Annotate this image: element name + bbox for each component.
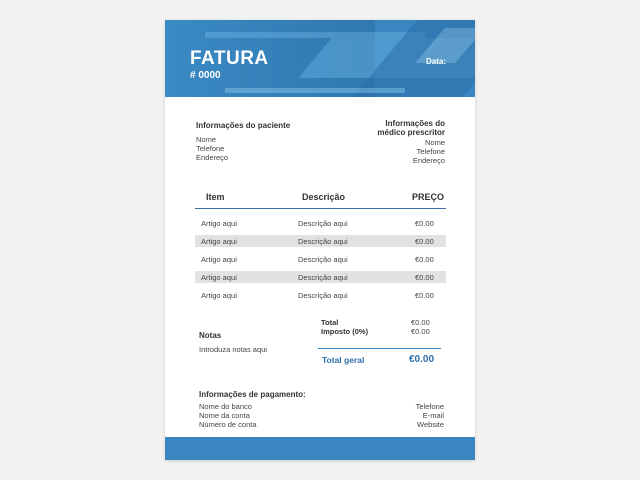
- table-row: [195, 289, 446, 301]
- patient-name: Nome: [196, 135, 217, 144]
- doctor-name: Nome: [424, 138, 445, 147]
- row-price: €0.00: [415, 237, 434, 246]
- patient-address: Endereço: [196, 153, 229, 162]
- table-row: [195, 217, 446, 229]
- grand-total-value: €0.00: [409, 354, 435, 365]
- column-header-description: Descrição: [302, 192, 346, 202]
- doctor-address: Endereço: [412, 156, 445, 165]
- table-header-divider: [195, 208, 446, 209]
- total-label: Total: [321, 318, 339, 327]
- row-item: Artigo aqui: [201, 219, 237, 228]
- tax-value: €0.00: [411, 327, 430, 336]
- date-label: Data:: [426, 57, 447, 66]
- payment-account-name: Nome da conta: [199, 411, 250, 420]
- payment-account-number: Número de conta: [199, 420, 257, 429]
- row-item: Artigo aqui: [201, 237, 237, 246]
- payment-bank: Nome do banco: [199, 402, 252, 411]
- row-item: Artigo aqui: [201, 273, 237, 282]
- notes-heading: Notas: [199, 331, 222, 340]
- patient-phone: Telefone: [196, 144, 225, 153]
- header-stripe: [225, 88, 405, 93]
- table-row: [195, 271, 446, 283]
- row-price: €0.00: [415, 291, 434, 300]
- grand-total-label: Total geral: [322, 355, 365, 365]
- row-description: Descrição aqui: [298, 219, 348, 228]
- payment-heading: Informações de pagamento:: [199, 390, 306, 399]
- invoice-header: [165, 20, 475, 97]
- column-header-price: PREÇO: [412, 192, 445, 202]
- table-row: [195, 253, 446, 265]
- row-price: €0.00: [415, 255, 434, 264]
- total-value: €0.00: [411, 318, 430, 327]
- payment-email: E-mail: [422, 411, 444, 420]
- doctor-heading-line1: Informações do: [385, 119, 445, 128]
- row-item: Artigo aqui: [201, 255, 237, 264]
- payment-phone: Telefone: [415, 402, 444, 411]
- row-item: Artigo aqui: [201, 291, 237, 300]
- invoice-number: # 0000: [190, 70, 221, 81]
- row-price: €0.00: [415, 219, 434, 228]
- tax-label: Imposto (0%): [321, 327, 369, 336]
- footer-band: [165, 432, 475, 460]
- doctor-phone: Telefone: [416, 147, 445, 156]
- row-description: Descrição aqui: [298, 291, 348, 300]
- row-price: €0.00: [415, 273, 434, 282]
- payment-website: Website: [417, 420, 444, 429]
- column-header-item: Item: [206, 192, 225, 202]
- invoice-title: FATURA: [190, 48, 269, 69]
- row-description: Descrição aqui: [298, 273, 348, 282]
- notes-text: Introduza notas aqui: [199, 345, 267, 354]
- table-row: [195, 235, 446, 247]
- patient-heading: Informações do paciente: [196, 121, 291, 130]
- totals-divider: [318, 348, 441, 349]
- row-description: Descrição aqui: [298, 237, 348, 246]
- invoice-page: [165, 20, 475, 460]
- row-description: Descrição aqui: [298, 255, 348, 264]
- doctor-heading-line2: médico prescritor: [377, 128, 445, 137]
